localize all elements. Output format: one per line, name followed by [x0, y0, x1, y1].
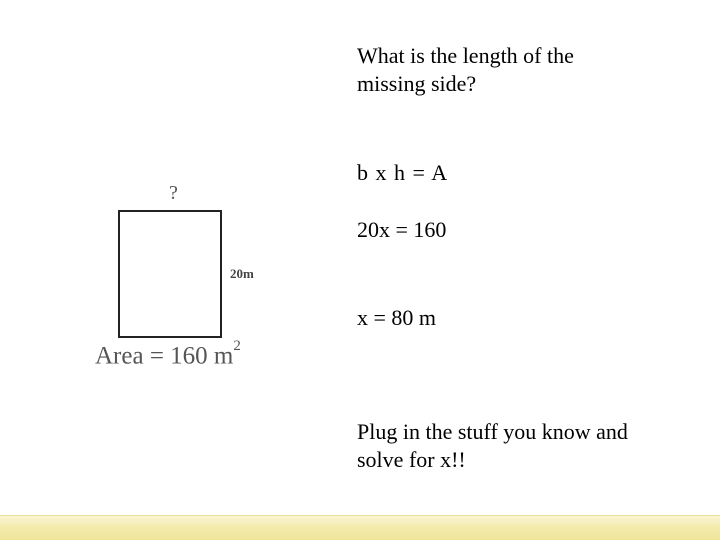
question-text: What is the length of the missing side?	[357, 43, 574, 96]
equation-step-2: x = 80 m	[357, 305, 437, 330]
rectangle-figure	[80, 170, 300, 390]
area-exponent: 2	[233, 338, 241, 354]
footer-band-highlight	[0, 521, 720, 523]
footer-band	[0, 515, 720, 540]
unknown-side-label: ?	[169, 182, 178, 204]
hint-text: Plug in the stuff you know and solve for x!!	[357, 419, 628, 472]
equation-step-1: 20x = 160	[357, 217, 447, 242]
area-formula: b x h = A	[357, 160, 449, 185]
area-label-text: Area = 160 m	[95, 342, 234, 370]
rectangle-shape	[118, 210, 222, 338]
area-label	[95, 338, 241, 370]
known-side-label: 20m	[230, 266, 254, 281]
